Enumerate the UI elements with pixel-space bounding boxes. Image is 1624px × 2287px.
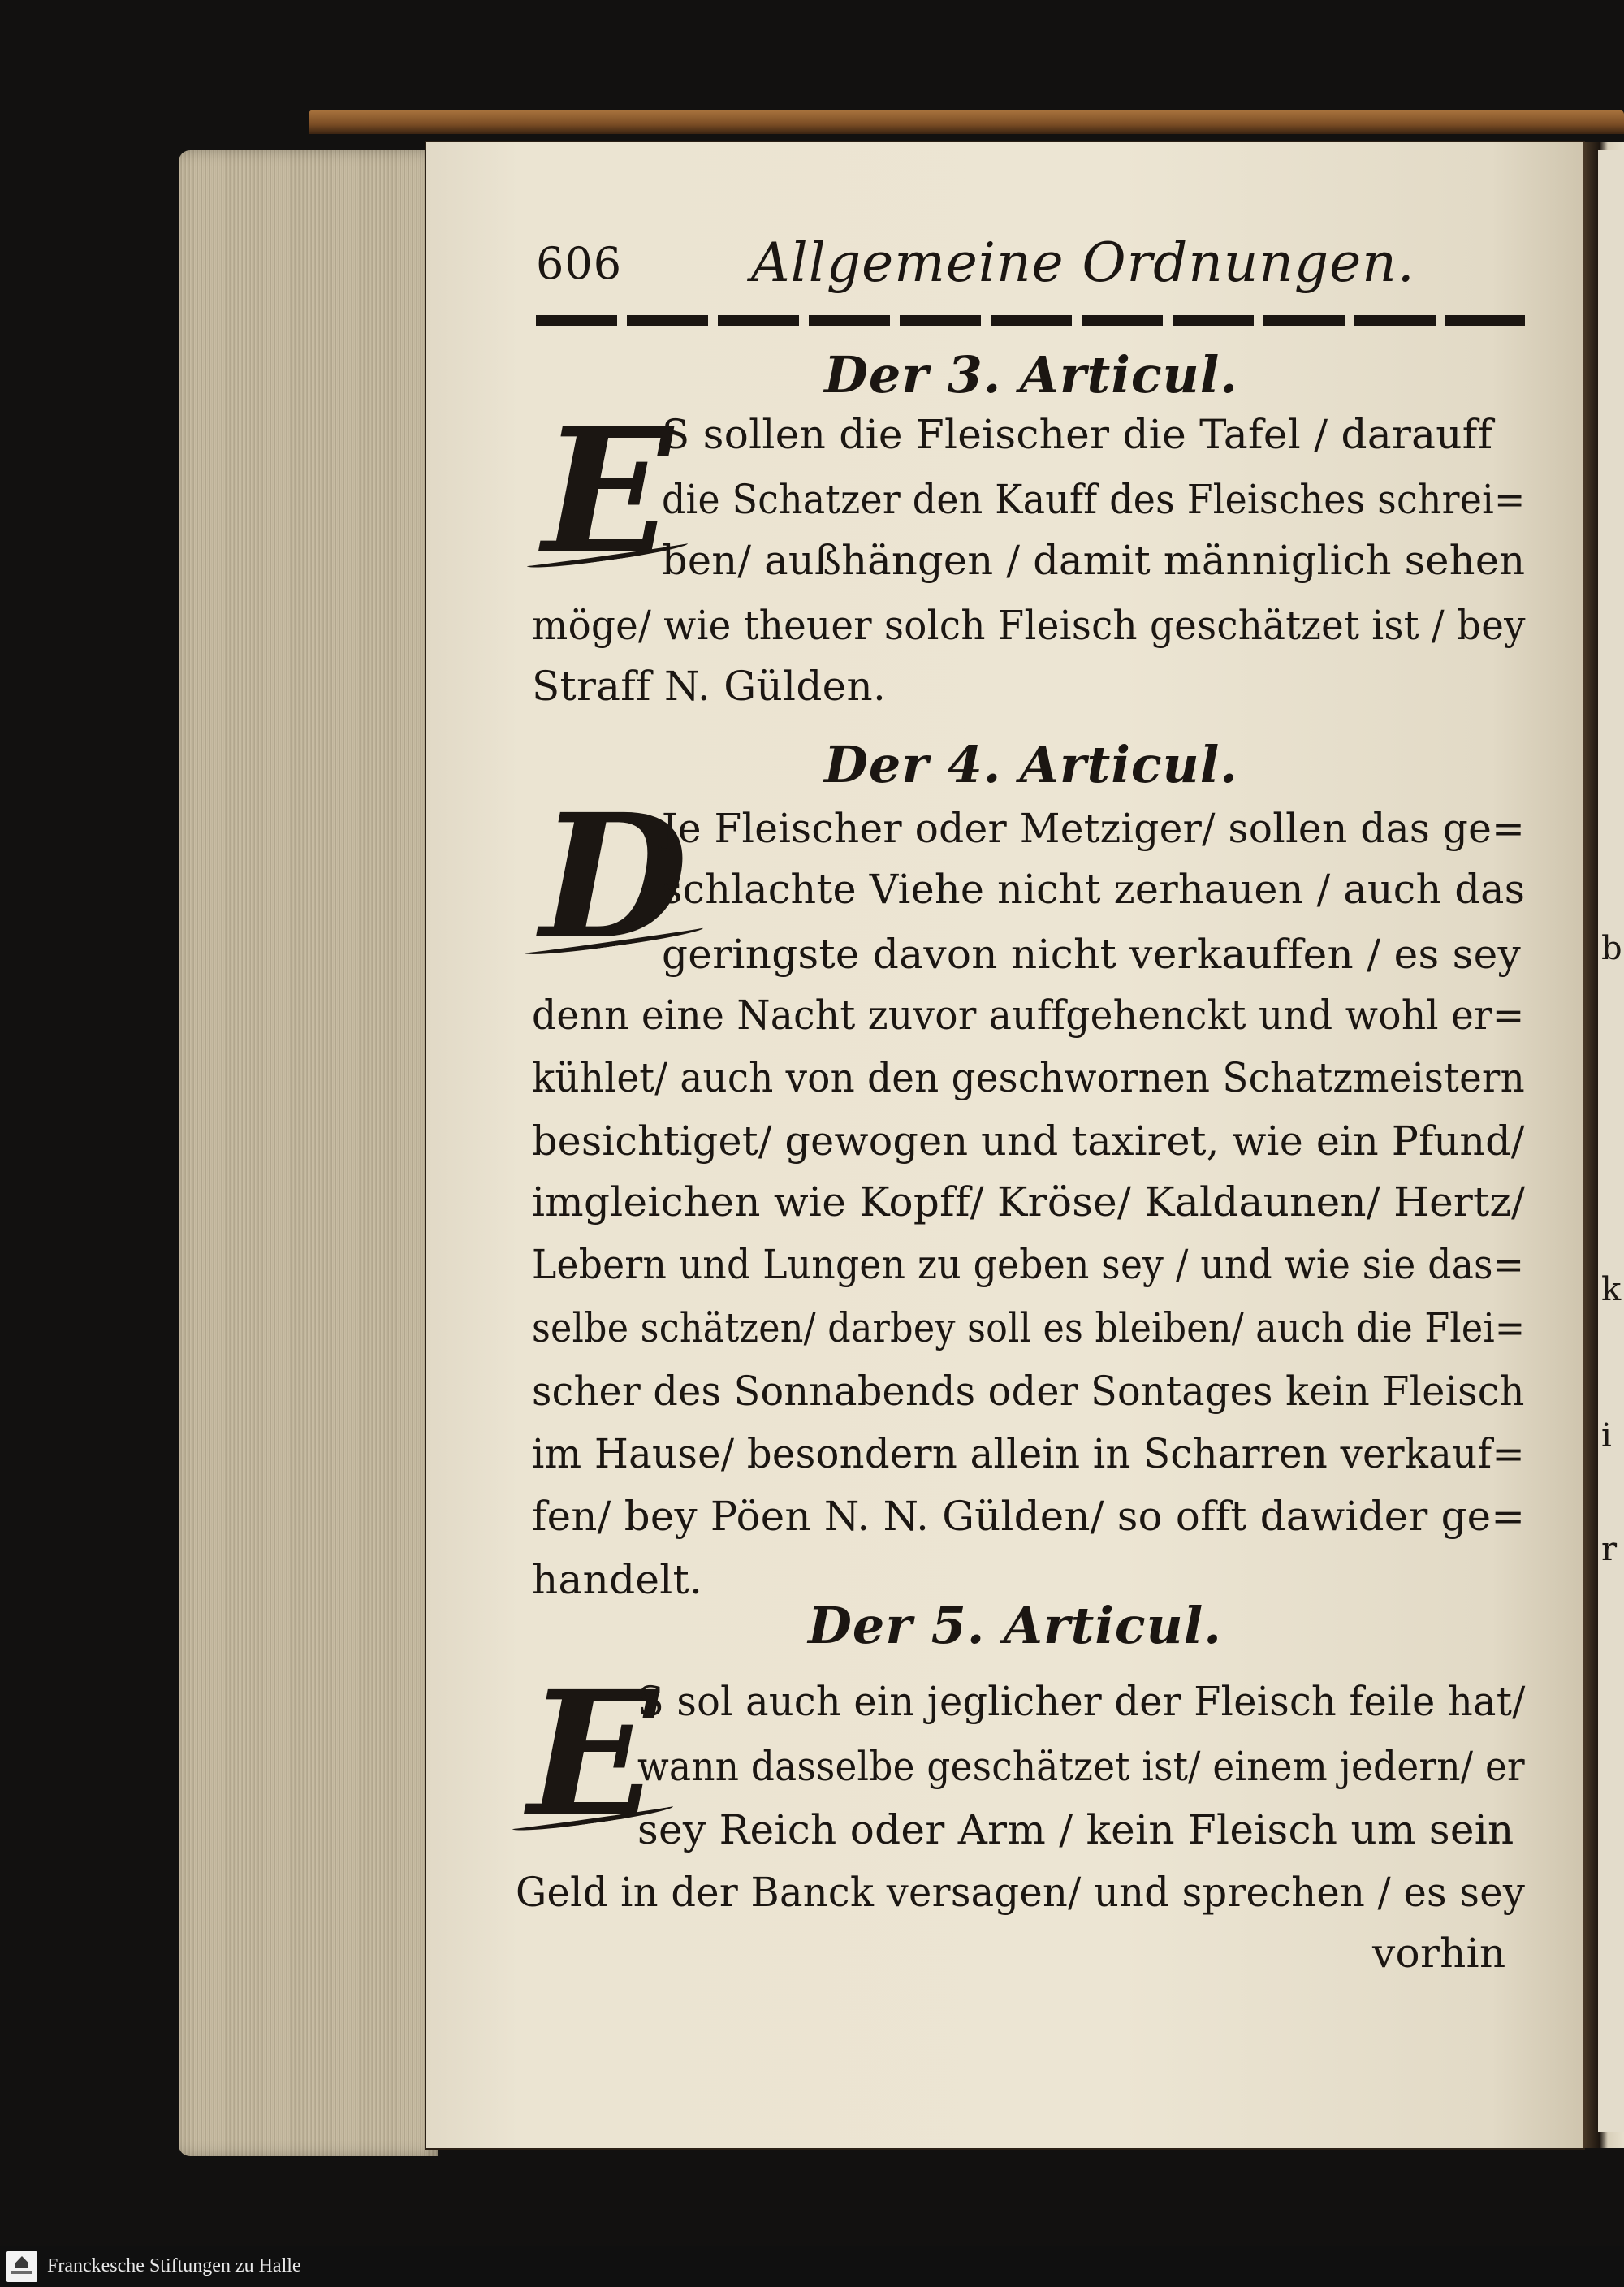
text-line: Lebern und Lungen zu geben sey / und wie sie das= — [532, 1241, 1525, 1288]
text-line: Je Fleischer oder Metziger/ sollen das ge= — [662, 805, 1526, 852]
text-line: sey Reich oder Arm / kein Fleisch um sein — [637, 1806, 1514, 1853]
text-line: handelt. — [532, 1556, 703, 1603]
article-heading: Der 4. Articul. — [824, 735, 1238, 794]
text-line: schlachte Viehe nicht zerhauen / auch das — [662, 866, 1526, 913]
institution-logo-icon — [6, 2251, 37, 2282]
text-line: S sol auch ein jeglicher der Fleisch feile hat/ — [637, 1678, 1526, 1725]
text-line: scher des Sonnabends oder Sontages kein Fleisch — [532, 1368, 1525, 1415]
text-line: wann dasselbe geschätzet ist/ einem jedern/ er — [637, 1743, 1525, 1790]
facing-page-fragment: k — [1601, 1271, 1622, 1308]
facing-page-edge — [1598, 150, 1624, 2132]
text-line: die Schatzer den Kauff des Fleisches schrei= — [662, 476, 1526, 523]
article-heading: Der 3. Articul. — [824, 345, 1238, 404]
text-line: imgleichen wie Kopff/ Kröse/ Kaldaunen/ Hertz/ — [532, 1178, 1526, 1226]
text-line: geringste davon nicht verkauffen / es sey — [662, 931, 1522, 978]
drop-cap: D — [540, 776, 689, 977]
facing-page-fragment: i — [1601, 1417, 1612, 1455]
facing-page-fragment: r — [1601, 1531, 1618, 1568]
text-line: im Hause/ besondern allein in Scharren verkauf= — [532, 1430, 1525, 1477]
viewer-footer — [0, 2246, 1624, 2287]
text-line: besichtiget/ gewogen und taxiret, wie ein Pfund/ — [532, 1118, 1525, 1165]
text-line: fen/ bey Pöen N. N. Gülden/ so offt dawider ge= — [532, 1493, 1526, 1540]
text-line: selbe schätzen/ darbey soll es bleiben/ auch die Flei= — [532, 1304, 1526, 1351]
article-heading: Der 5. Articul. — [808, 1596, 1222, 1655]
text-line: Geld in der Banck versagen/ und sprechen / es sey — [516, 1869, 1526, 1916]
text-line: kühlet/ auch von den geschwornen Schatzmeistern — [532, 1054, 1525, 1101]
institution-name: Franckesche Stiftungen zu Halle — [47, 2255, 301, 2276]
page-number: 606 — [536, 238, 623, 289]
drop-cap: E — [542, 391, 673, 591]
text-line: S sollen die Fleischer die Tafel / darauff — [662, 411, 1493, 458]
book-top-edge — [309, 110, 1624, 134]
page-block-edges — [179, 150, 438, 2156]
header-rule — [536, 315, 1525, 326]
catchword: vorhin — [1372, 1930, 1506, 1977]
drop-cap: E — [528, 1654, 659, 1854]
text-line: möge/ wie theuer solch Fleisch geschätzet ist / bey — [532, 602, 1526, 649]
facing-page-fragment: b — [1601, 930, 1622, 967]
running-header — [536, 231, 1518, 305]
running-title: Allgemeine Ordnungen. — [751, 231, 1415, 294]
text-line: denn eine Nacht zuvor auffgehenckt und wohl er= — [532, 992, 1525, 1039]
text-line: ben/ außhängen / damit männiglich sehen — [662, 537, 1526, 584]
text-line: Straff N. Gülden. — [532, 663, 887, 710]
